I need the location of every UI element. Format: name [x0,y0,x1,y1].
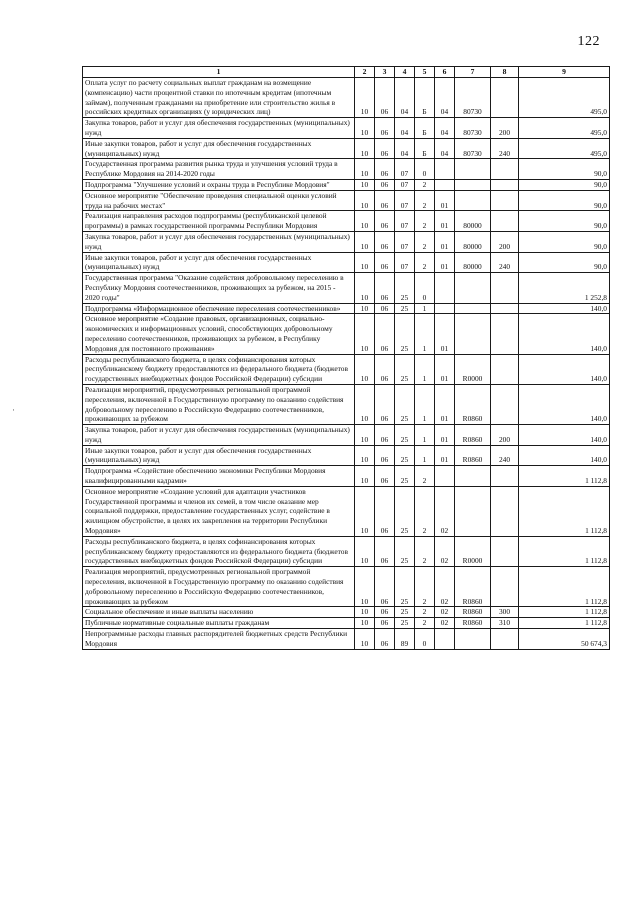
table-row [83,314,610,354]
program-code: 25 [395,486,415,536]
table-row [83,273,610,303]
expense-direction-code [455,466,491,487]
expense-item-name: Закупка товаров, работ и услуг для обеспечения государственных (муниципальных) нужд [83,118,355,139]
main-activity-code: 01 [435,231,455,252]
subprogram-code: 2 [415,179,435,190]
expense-type-code [491,159,519,180]
section-code: 10 [355,486,375,536]
column-header: 2 [355,67,375,78]
amount-value: 140,0 [519,314,610,354]
main-activity-code [435,466,455,487]
expense-type-code [491,78,519,118]
amount-value: 140,0 [519,425,610,446]
amount-value: 1 112,8 [519,466,610,487]
main-activity-code [435,179,455,190]
expense-direction-code: 80000 [455,211,491,232]
amount-value: 1 112,8 [519,486,610,536]
subsection-code: 06 [375,536,395,566]
subprogram-code: Б [415,78,435,118]
subprogram-code: 2 [415,567,435,607]
subprogram-code: 2 [415,486,435,536]
section-code: 10 [355,231,375,252]
expense-direction-code [455,190,491,211]
subsection-code: 06 [375,445,395,466]
amount-value: 495,0 [519,78,610,118]
table-row [83,179,610,190]
section-code: 10 [355,629,375,650]
main-activity-code: 01 [435,384,455,424]
subprogram-code: 1 [415,303,435,314]
main-activity-code: 02 [435,486,455,536]
expense-item-name: Основное мероприятие «Создание правовых, организационных, социально-экономических и информационных условий, способствующих добровольному переселению соотечественников, проживающих за рубежом, в Республику Мордовия для постоянного проживания» [83,314,355,354]
subsection-code: 06 [375,303,395,314]
expense-type-code [491,629,519,650]
expense-direction-code: R0860 [455,618,491,629]
table-row [83,445,610,466]
expense-item-name: Реализация мероприятий, предусмотренных региональной программой переселения, включенной в Государственную программу по оказанию содействия добровольному переселению в Российскую Федерацию соотечественников, проживающих за рубежом [83,384,355,424]
program-code: 25 [395,567,415,607]
expense-direction-code: R0860 [455,425,491,446]
expense-type-code [491,314,519,354]
table-row [83,190,610,211]
program-code: 25 [395,445,415,466]
expense-item-name: Основное мероприятие "Обеспечение проведения специальной оценки условий труда на рабочих местах" [83,190,355,211]
table-row [83,231,610,252]
program-code: 25 [395,354,415,384]
subsection-code: 06 [375,273,395,303]
main-activity-code [435,159,455,180]
amount-value: 140,0 [519,303,610,314]
subsection-code: 06 [375,567,395,607]
scan-speck: · [12,405,15,415]
expense-item-name: Расходы республиканского бюджета, в целях софинансирования которых республиканскому бюджету предоставляются из федерального бюджета (бюджетов государственных внебюджетных фондов Российской Федерации) субсидии [83,536,355,566]
section-code: 10 [355,445,375,466]
subsection-code: 06 [375,354,395,384]
table-row [83,607,610,618]
program-code: 07 [395,190,415,211]
subsection-code: 06 [375,425,395,446]
section-code: 10 [355,273,375,303]
expense-direction-code: 80730 [455,138,491,159]
expense-type-code [491,179,519,190]
column-header: 8 [491,67,519,78]
expense-item-name: Социальное обеспечение и иные выплаты населению [83,607,355,618]
section-code: 10 [355,425,375,446]
expense-item-name: Государственная программа развития рынка труда и улучшения условий труда в Республике Мордовия на 2014-2020 годы [83,159,355,180]
table-row [83,138,610,159]
main-activity-code [435,629,455,650]
section-code: 10 [355,607,375,618]
section-code: 10 [355,384,375,424]
expense-item-name: Непрограммные расходы главных распорядителей бюджетных средств Республики Мордовия [83,629,355,650]
amount-value: 50 674,3 [519,629,610,650]
program-code: 07 [395,179,415,190]
amount-value: 1 112,8 [519,536,610,566]
expense-item-name: Реализация мероприятий, предусмотренных региональной программой переселения, включенной в Государственную программу по оказанию содействия добровольному переселению в Российскую Федерацию соотечественников, проживающих за рубежом [83,567,355,607]
expense-direction-code: 80000 [455,252,491,273]
expense-direction-code [455,303,491,314]
main-activity-code [435,273,455,303]
subsection-code: 06 [375,190,395,211]
expense-type-code: 300 [491,607,519,618]
program-code: 04 [395,78,415,118]
expense-item-name: Подпрограмма "Улучшение условий и охраны труда в Республике Мордовия" [83,179,355,190]
section-code: 10 [355,303,375,314]
table-row [83,486,610,536]
section-code: 10 [355,466,375,487]
expense-direction-code: 80000 [455,231,491,252]
column-header: 5 [415,67,435,78]
subsection-code: 06 [375,629,395,650]
budget-table [82,66,610,650]
expense-direction-code: 80730 [455,118,491,139]
subsection-code: 06 [375,384,395,424]
main-activity-code: 02 [435,536,455,566]
column-number-header-row [83,67,610,78]
amount-value: 495,0 [519,138,610,159]
subsection-code: 06 [375,118,395,139]
amount-value: 1 112,8 [519,567,610,607]
section-code: 10 [355,536,375,566]
main-activity-code: 02 [435,618,455,629]
column-header: 3 [375,67,395,78]
section-code: 10 [355,78,375,118]
amount-value: 90,0 [519,252,610,273]
expense-direction-code [455,629,491,650]
section-code: 10 [355,190,375,211]
expense-type-code [491,273,519,303]
subprogram-code: 2 [415,466,435,487]
subprogram-code: 2 [415,607,435,618]
page-number: 122 [577,34,600,49]
subprogram-code: 1 [415,445,435,466]
expense-item-name: Закупка товаров, работ и услуг для обеспечения государственных (муниципальных) нужд [83,231,355,252]
subsection-code: 06 [375,78,395,118]
program-code: 25 [395,607,415,618]
main-activity-code: 01 [435,354,455,384]
expense-item-name: Иные закупки товаров, работ и услуг для обеспечения государственных (муниципальных) нужд [83,138,355,159]
program-code: 07 [395,211,415,232]
program-code: 89 [395,629,415,650]
amount-value: 140,0 [519,384,610,424]
subsection-code: 06 [375,618,395,629]
expense-item-name: Основное мероприятие «Создание условий для адаптации участников Государственной программы и членов их семей, в том числе оказание мер социальной поддержки, предоставление государственных услуг, содействие в жилищном обустройстве, в целях их закрепления на территории Республики Мордовия» [83,486,355,536]
main-activity-code: 04 [435,118,455,139]
table-row [83,159,610,180]
table-row [83,118,610,139]
amount-value: 1 112,8 [519,607,610,618]
subsection-code: 06 [375,231,395,252]
program-code: 25 [395,618,415,629]
expense-type-code: 200 [491,118,519,139]
program-code: 07 [395,252,415,273]
section-code: 10 [355,314,375,354]
amount-value: 90,0 [519,190,610,211]
subprogram-code: 2 [415,231,435,252]
section-code: 10 [355,354,375,384]
amount-value: 1 112,8 [519,618,610,629]
subsection-code: 06 [375,486,395,536]
subprogram-code: 0 [415,159,435,180]
expense-type-code [491,384,519,424]
expense-type-code: 200 [491,231,519,252]
section-code: 10 [355,118,375,139]
main-activity-code: 01 [435,211,455,232]
main-activity-code: 04 [435,138,455,159]
expense-direction-code: R0000 [455,536,491,566]
table-row [83,354,610,384]
expense-direction-code: R0860 [455,445,491,466]
expense-type-code [491,567,519,607]
section-code: 10 [355,252,375,273]
expense-type-code: 240 [491,445,519,466]
table-row [83,78,610,118]
column-header: 4 [395,67,415,78]
expense-type-code: 200 [491,425,519,446]
main-activity-code: 02 [435,607,455,618]
section-code: 10 [355,138,375,159]
expense-direction-code [455,314,491,354]
table-row [83,466,610,487]
subprogram-code: 1 [415,314,435,354]
column-header: 7 [455,67,491,78]
subprogram-code: 1 [415,384,435,424]
subsection-code: 06 [375,252,395,273]
subprogram-code: 0 [415,629,435,650]
section-code: 10 [355,618,375,629]
amount-value: 1 252,8 [519,273,610,303]
program-code: 25 [395,425,415,446]
expense-type-code [491,536,519,566]
program-code: 07 [395,231,415,252]
main-activity-code: 02 [435,567,455,607]
expense-type-code [491,211,519,232]
subsection-code: 06 [375,159,395,180]
expense-direction-code [455,159,491,180]
expense-item-name: Подпрограмма «Информационное обеспечение переселения соотечественников» [83,303,355,314]
table-row [83,567,610,607]
expense-direction-code: R0860 [455,384,491,424]
subprogram-code: 2 [415,536,435,566]
expense-item-name: Реализация направления расходов подпрограммы (республиканской целевой программы) в рамках государственной программы Республики Мордовия [83,211,355,232]
subsection-code: 06 [375,466,395,487]
table-row [83,425,610,446]
amount-value: 90,0 [519,179,610,190]
subsection-code: 06 [375,179,395,190]
expense-type-code [491,486,519,536]
amount-value: 90,0 [519,159,610,180]
program-code: 25 [395,314,415,354]
expense-type-code [491,466,519,487]
expense-type-code [491,354,519,384]
subprogram-code: Б [415,118,435,139]
table-row [83,618,610,629]
expense-direction-code [455,179,491,190]
table-row [83,211,610,232]
expense-item-name: Государственная программа "Оказание содействия добровольному переселению в Республику Мордовия соотечественников, проживающих за рубежом, на 2015 - 2020 годы" [83,273,355,303]
expense-item-name: Подпрограмма «Содействие обеспечению экономики Республики Мордовия квалифицированными кадрами» [83,466,355,487]
table-row [83,252,610,273]
expense-item-name: Публичные нормативные социальные выплаты гражданам [83,618,355,629]
subsection-code: 06 [375,607,395,618]
main-activity-code: 01 [435,190,455,211]
subprogram-code: Б [415,138,435,159]
expense-direction-code: R0860 [455,567,491,607]
main-activity-code: 01 [435,425,455,446]
subprogram-code: 2 [415,190,435,211]
expense-direction-code: 80730 [455,78,491,118]
amount-value: 140,0 [519,445,610,466]
program-code: 25 [395,384,415,424]
program-code: 25 [395,303,415,314]
subprogram-code: 1 [415,425,435,446]
table-row [83,629,610,650]
program-code: 04 [395,138,415,159]
expense-direction-code [455,486,491,536]
column-header: 9 [519,67,610,78]
expense-item-name: Иные закупки товаров, работ и услуг для обеспечения государственных (муниципальных) нужд [83,252,355,273]
table-row [83,384,610,424]
expense-type-code [491,190,519,211]
expense-type-code: 240 [491,252,519,273]
program-code: 04 [395,118,415,139]
column-header: 6 [435,67,455,78]
subsection-code: 06 [375,138,395,159]
expense-type-code: 310 [491,618,519,629]
subprogram-code: 1 [415,354,435,384]
main-activity-code: 01 [435,252,455,273]
table-row [83,303,610,314]
expense-item-name: Иные закупки товаров, работ и услуг для обеспечения государственных (муниципальных) нужд [83,445,355,466]
subprogram-code: 0 [415,273,435,303]
main-activity-code: 01 [435,445,455,466]
expense-type-code: 240 [491,138,519,159]
amount-value: 90,0 [519,231,610,252]
section-code: 10 [355,211,375,232]
expense-item-name: Оплата услуг по расчету социальных выплат гражданам на возмещение (компенсацию) части процентной ставки по ипотечным кредитам (ипотечным займам), полученным гражданами на приобретение или строительство жилья в российских кредитных организациях (у юридических лиц) [83,78,355,118]
table-row [83,536,610,566]
program-code: 25 [395,273,415,303]
expense-direction-code [455,273,491,303]
subsection-code: 06 [375,211,395,232]
section-code: 10 [355,567,375,607]
main-activity-code: 04 [435,78,455,118]
amount-value: 495,0 [519,118,610,139]
section-code: 10 [355,179,375,190]
expense-item-name: Расходы республиканского бюджета, в целях софинансирования которых республиканскому бюджету предоставляются из федерального бюджета (бюджетов государственных внебюджетных фондов Российской Федерации) субсидии [83,354,355,384]
program-code: 25 [395,466,415,487]
amount-value: 140,0 [519,354,610,384]
subsection-code: 06 [375,314,395,354]
expense-direction-code: R0860 [455,607,491,618]
main-activity-code [435,303,455,314]
budget-table-body [83,78,610,650]
subprogram-code: 2 [415,211,435,232]
amount-value: 90,0 [519,211,610,232]
expense-type-code [491,303,519,314]
section-code: 10 [355,159,375,180]
expense-item-name: Закупка товаров, работ и услуг для обеспечения государственных (муниципальных) нужд [83,425,355,446]
main-activity-code: 01 [435,314,455,354]
column-header: 1 [83,67,355,78]
program-code: 07 [395,159,415,180]
subprogram-code: 2 [415,252,435,273]
expense-direction-code: R0000 [455,354,491,384]
program-code: 25 [395,536,415,566]
subprogram-code: 2 [415,618,435,629]
